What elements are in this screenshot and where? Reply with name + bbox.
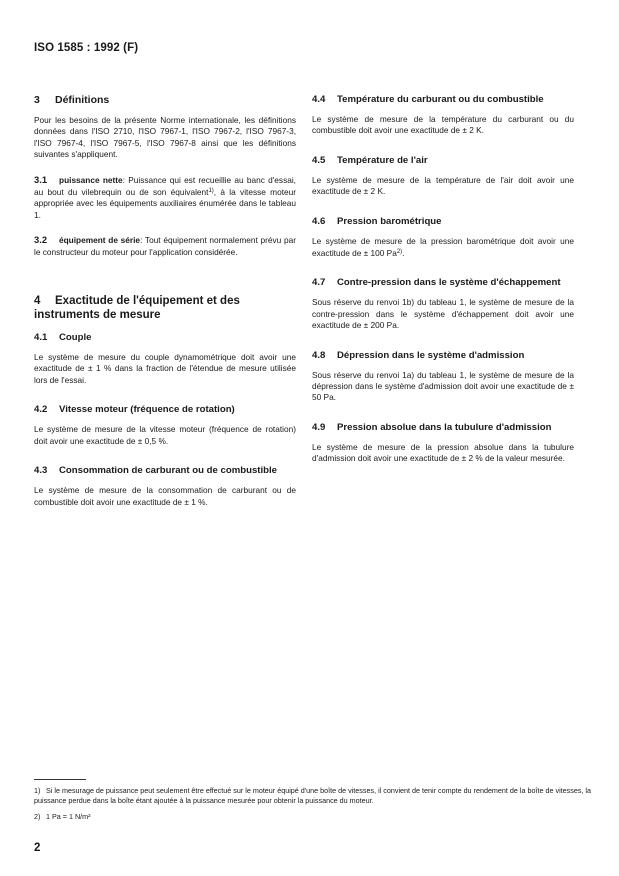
footnote-ref: 2) — [396, 249, 403, 256]
subsection-title: Vitesse moteur (fréquence de rotation) — [59, 404, 235, 416]
definition-text-cont: , à la vitesse moteur appropriée avec les équipements auxiliaires énumérée dans le tableau 1. — [34, 187, 296, 220]
subsection-4-4-text: Le système de mesure de la température du carburant ou du combustible doit avoir une exactitude de ± 2 K. — [312, 114, 574, 136]
section-4-heading — [34, 294, 296, 322]
subsection-text: Le système de mesure de la pression barométrique doit avoir une exactitude de ± 100 Pa — [312, 235, 574, 259]
right-column — [312, 94, 574, 465]
subsection-4-7-text: Sous réserve du renvoi 1b) du tableau 1, le système de mesure de la contre-pression dans le système d'échappement doit avoir une exactitude de ± 200 Pa. — [312, 297, 574, 331]
subsection-title: Consommation de carburant ou de combustible — [59, 465, 278, 477]
footnote-divider — [34, 779, 86, 780]
subsection-number: 4.3 — [34, 465, 48, 477]
subsection-4-9-heading — [312, 422, 574, 434]
section-3-intro: Pour les besoins de la présente Norme internationale, les définitions données dans l'ISO 2710, l'ISO 7967-1, l'ISO 7967-2, l'ISO 7967-3, l'ISO 7967-4, l'ISO 7967-5, l'ISO 7967-8 ainsi que les définitions suivantes s'appliquent. — [34, 115, 296, 160]
subsection-4-7-heading — [312, 277, 574, 289]
subsection-4-3-heading — [34, 465, 296, 477]
footnote-text: 1 Pa = 1 N/m² — [46, 812, 91, 821]
subsection-number: 4.5 — [312, 154, 326, 166]
section-title: Exactitude de l'équipement et des instruments de mesure — [34, 295, 240, 322]
subsection-4-8-text: Sous réserve du renvoi 1a) du tableau 1, le système de mesure de la dépression dans le système d'admission doit avoir une exactitude de ± 50 Pa. — [312, 369, 574, 403]
section-3-heading — [34, 94, 296, 106]
subsection-4-5-heading — [312, 155, 574, 167]
definition-number: 3.2 — [34, 234, 48, 246]
definition-term: équipement de série — [59, 235, 141, 246]
definition-term: puissance nette — [59, 174, 123, 185]
subsection-title: Température du carburant ou du combustible — [337, 94, 544, 105]
definition-number: 3.1 — [34, 173, 48, 185]
subsection-4-9-text: Le système de mesure de la pression absolue dans la tubulure d'admission doit avoir une exactitude de ± 2 % de la valeur mesurée. — [312, 441, 574, 464]
subsection-4-2-text: Le système de mesure de la vitesse moteur (fréquence de rotation) doit avoir une exactitude de ± 0,5 %. — [34, 424, 296, 446]
definition-3-1 — [34, 174, 296, 222]
page-number: 2 — [34, 842, 41, 854]
document-header: ISO 1585 : 1992 (F) — [34, 42, 139, 54]
left-column — [34, 94, 296, 508]
subsection-title: Pression absolue dans la tubulure d'admission — [337, 421, 552, 433]
subsection-4-4-heading — [312, 94, 574, 106]
subsection-number: 4.2 — [34, 404, 48, 416]
subsection-title: Pression barométrique — [337, 215, 442, 227]
definition-3-2 — [34, 234, 296, 258]
footnote-1 — [34, 786, 594, 806]
footnote-number: 1) — [34, 786, 41, 795]
subsection-4-5-text: Le système de mesure de la température de l'air doit avoir une exactitude de ± 2 K. — [312, 174, 574, 197]
subsection-number: 4.8 — [312, 349, 326, 361]
footnote-2 — [34, 812, 594, 822]
subsection-4-1-text: Le système de mesure du couple dynamométrique doit avoir une exactitude de ± 1 % dans la fraction de l'étendue de mesure utilisée lors de l'essai. — [34, 352, 296, 385]
subsection-number: 4.9 — [312, 421, 326, 433]
section-number: 3 — [34, 94, 40, 106]
footnote-ref: 1) — [208, 188, 214, 195]
subsection-4-8-heading — [312, 350, 574, 362]
definition-text: : Tout équipement normalement prévu par le constructeur du moteur pour l'application considérée. — [34, 235, 297, 257]
subsection-4-2-heading — [34, 404, 296, 416]
subsection-title: Dépression dans le système d'admission — [337, 349, 525, 361]
subsection-title: Contre-pression dans le système d'échappement — [337, 277, 561, 289]
section-title: Définitions — [55, 94, 110, 106]
footnote-number: 2) — [34, 812, 41, 821]
subsection-title: Température de l'air — [337, 154, 428, 166]
subsection-number: 4.6 — [312, 215, 326, 227]
subsection-number: 4.7 — [312, 277, 326, 289]
footnote-text: Si le mesurage de puissance peut seulement être effectué sur le moteur équipé d'une boîte de vitesses, il convient de tenir compte du rendement de la boîte de vitesses, la puissance perdue dans la boîte étant ajoutée à la puissance mesurée pour obtenir la puissance du moteur. — [34, 786, 592, 805]
subsection-number: 4.4 — [312, 94, 326, 105]
subsection-4-1-heading — [34, 332, 296, 344]
subsection-number: 4.1 — [34, 332, 48, 344]
subsection-text-end: . — [402, 248, 405, 259]
definition-text: : Puissance qui est recueillie au banc d'essai, au bout du vilebrequin ou de son équivalent — [34, 174, 296, 198]
subsection-4-6-text — [312, 236, 574, 260]
subsection-title: Couple — [59, 332, 92, 344]
subsection-4-6-heading — [312, 216, 574, 228]
subsection-4-3-text: Le système de mesure de la consommation de carburant ou de combustible doit avoir une exactitude de ± 1 %. — [34, 485, 296, 507]
section-number: 4 — [34, 295, 41, 308]
